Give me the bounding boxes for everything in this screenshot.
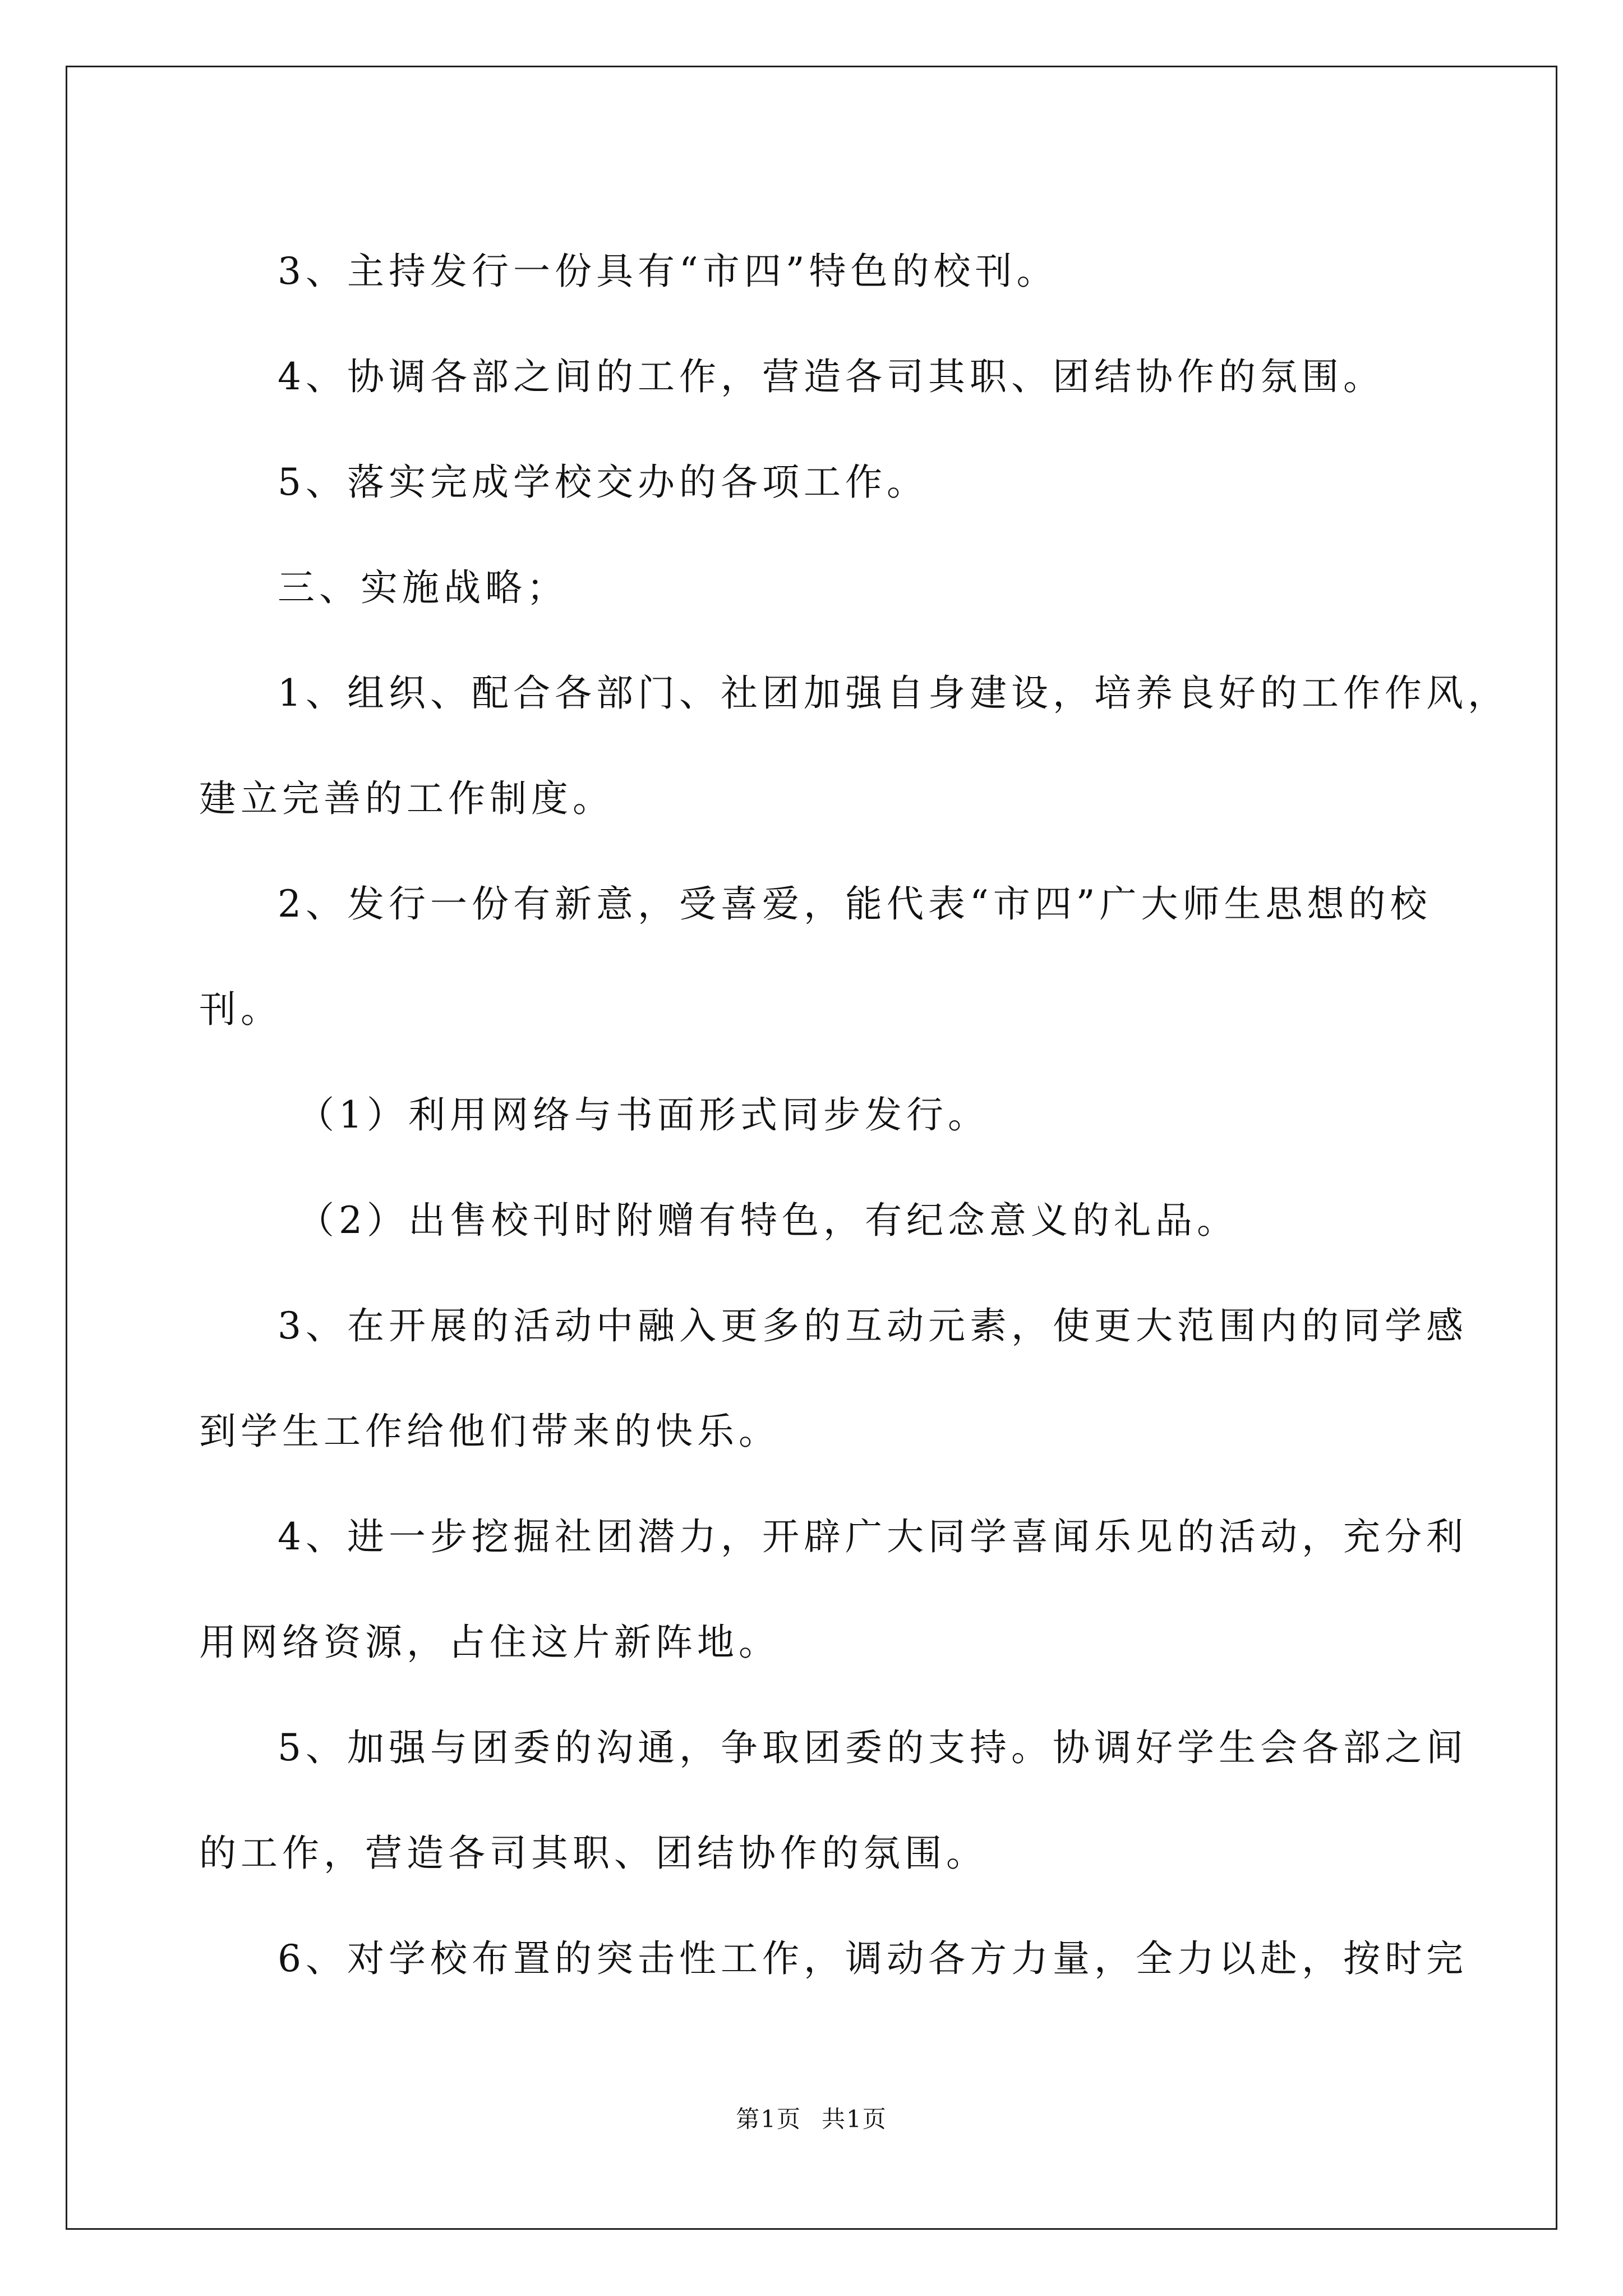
strategy-5-line-2: 的工作，营造各司其职、团结协作的氛围。 xyxy=(199,1832,988,1875)
strategy-2-line-2: 刊。 xyxy=(199,988,282,1031)
strategy-1-line-1: 1、组织、配合各部门、社团加强自身建设，培养良好的工作作风， xyxy=(278,671,1509,715)
strategy-2-sub-1: （1）利用网络与书面形式同步发行。 xyxy=(297,1093,989,1137)
strategy-3-line-2: 到学生工作给他们带来的快乐。 xyxy=(199,1410,780,1453)
strategy-2-sub-2: （2）出售校刊时附赠有特色，有纪念意义的礼品。 xyxy=(297,1199,1238,1242)
strategy-6-line-1: 6、对学校布置的突击性工作，调动各方力量，全力以赴，按时完 xyxy=(278,1937,1468,1980)
section-heading: 三、实施战略； xyxy=(278,566,568,609)
page-number-current: 第1页 xyxy=(736,2105,801,2133)
strategy-4-line-2: 用网络资源，占住这片新阵地。 xyxy=(199,1621,780,1664)
strategy-5-line-1: 5、加强与团委的沟通，争取团委的支持。协调好学生会各部之间 xyxy=(278,1726,1468,1769)
strategy-1-line-2: 建立完善的工作制度。 xyxy=(199,777,614,820)
paragraph-item-4: 4、协调各部之间的工作，营造各司其职、团结协作的氛围。 xyxy=(278,355,1385,398)
strategy-4-line-1: 4、进一步挖掘社团潜力，开辟广大同学喜闻乐见的活动，充分利 xyxy=(278,1515,1468,1558)
strategy-2-line-1: 2、发行一份有新意，受喜爱，能代表“市四”广大师生思想的校 xyxy=(278,882,1432,926)
document-body xyxy=(199,219,1509,2012)
strategy-3-line-1: 3、在开展的活动中融入更多的互动元素，使更大范围内的同学感 xyxy=(278,1304,1468,1347)
page-number-total: 共1页 xyxy=(822,2105,887,2133)
page-footer xyxy=(0,2101,1623,2134)
paragraph-item-3: 3、主持发行一份具有“市四”特色的校刊。 xyxy=(278,250,1058,293)
paragraph-item-5: 5、落实完成学校交办的各项工作。 xyxy=(278,461,928,504)
